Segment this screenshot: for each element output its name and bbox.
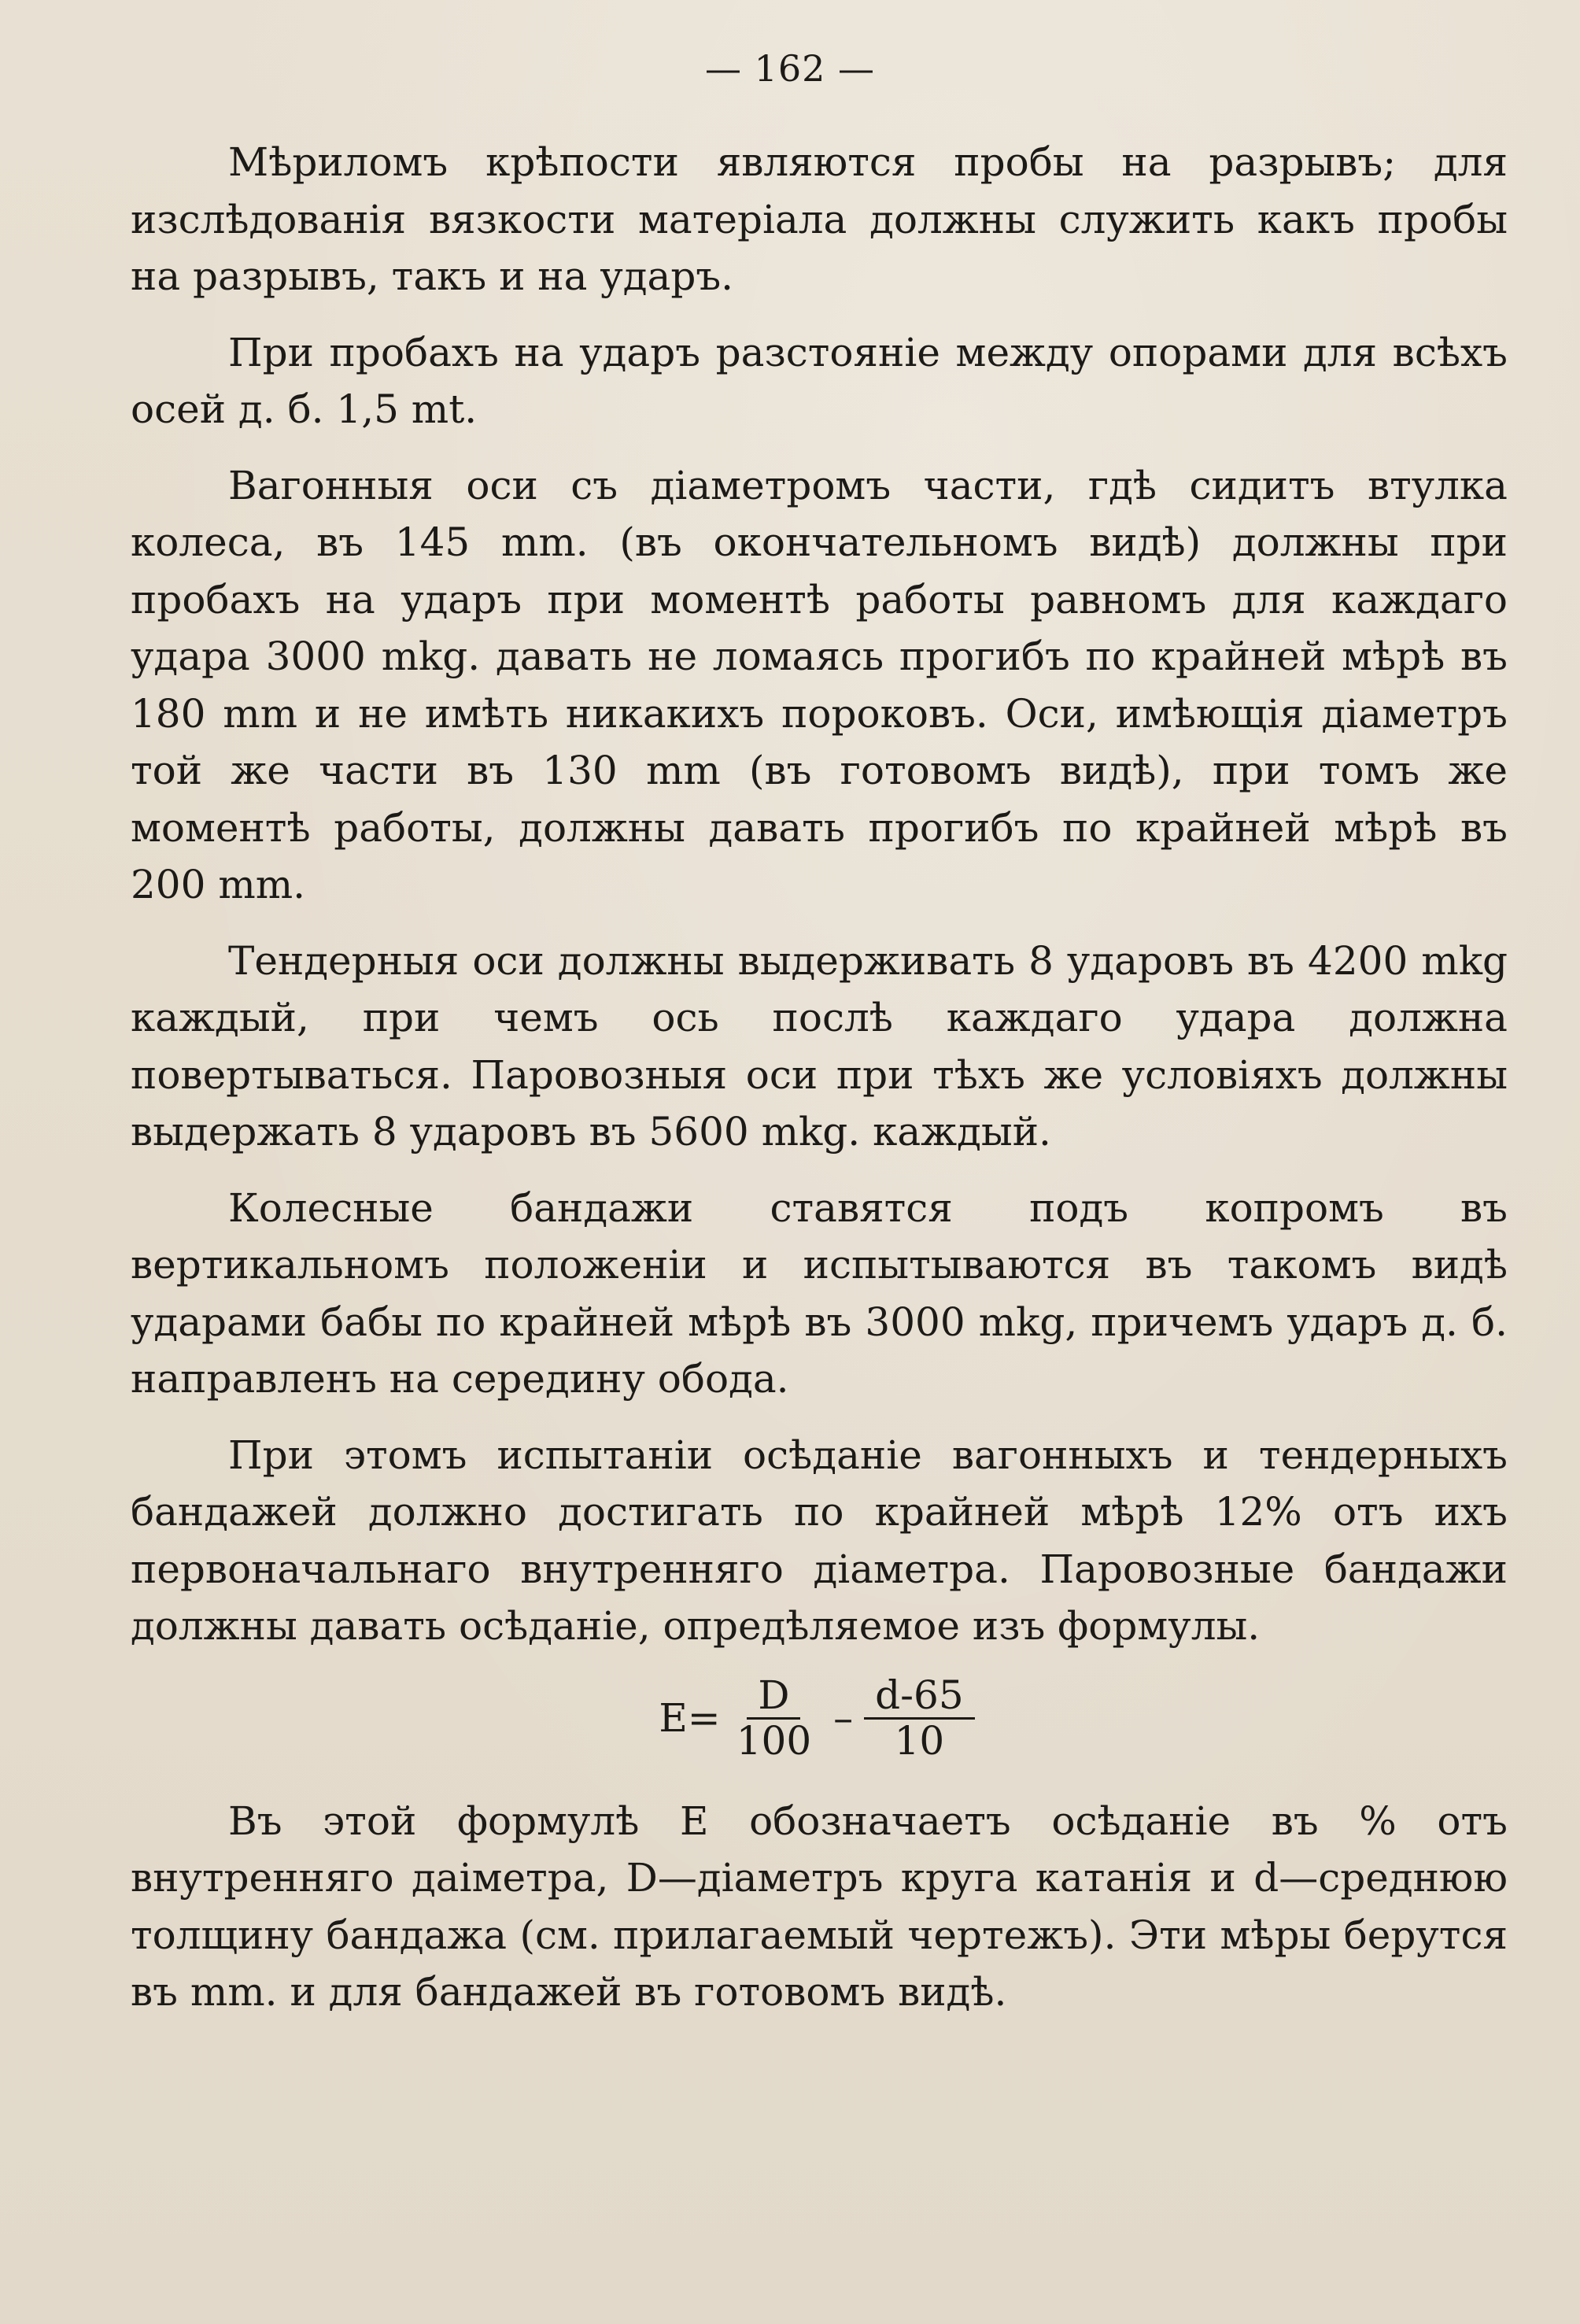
paragraph: При этомъ испытаніи осѣданіе вагонныхъ и тендерныхъ бандажей должно достигать по крайней мѣрѣ 12% отъ ихъ первоначальнаго внутренняго діаметра. Паровозные бандажи должны давать осѣданіе, опредѣляемое изъ формулы. xyxy=(131,1432,1508,1649)
formula-lhs: E= xyxy=(659,1694,721,1741)
formula-operator: – xyxy=(833,1694,854,1741)
fraction-denominator: 10 xyxy=(894,1717,945,1764)
fraction-denominator: 100 xyxy=(736,1717,812,1764)
closing-paragraph: Въ этой формулѣ E обозначаетъ осѣданіе въ % отъ внутренняго даіметра, D—діаметръ круга катанія и d—среднюю толщину бандажа (см. прилагаемый чертежъ). Эти мѣры берутся въ mm. и для бандажей въ готовомъ видѣ. xyxy=(131,1797,1508,2015)
fraction-d-65-over-10 xyxy=(864,1674,975,1763)
paragraph: Тендерныя оси должны выдерживать 8 ударовъ въ 4200 mkg каждый, при чемъ ось послѣ каждаго удара должна повертываться. Паровозныя оси при тѣхъ же условіяхъ должны выдержать 8 ударовъ въ 5600 mkg. каждый. xyxy=(131,937,1508,1155)
paragraph: При пробахъ на ударъ разстояніе между опорами для всѣхъ осей д. б. 1,5 mt. xyxy=(131,329,1508,432)
page-number: — 162 — xyxy=(704,47,876,90)
paragraph: Мѣриломъ крѣпости являются пробы на разрывъ; для изслѣдованія вязкости матеріала должны служить какъ пробы на разрывъ, такъ и на ударъ. xyxy=(131,139,1508,299)
paragraph: Колесные бандажи ставятся подъ копромъ въ вертикальномъ положеніи и испытываются въ такомъ видѣ ударами бабы по крайней мѣрѣ въ 3000 mkg, причемъ ударъ д. б. направленъ на середину обода. xyxy=(131,1184,1508,1402)
paragraph: Вагонныя оси съ діаметромъ части, гдѣ сидитъ втулка колеса, въ 145 mm. (въ окончательномъ видѣ) должны при пробахъ на ударъ при моментѣ работы равномъ для каждаго удара 3000 mkg. давать не ломаясь прогибъ по крайней мѣрѣ въ 180 mm и не имѣть никакихъ пороковъ. Оси, имѣющія діаметръ той же части въ 130 mm (въ готовомъ видѣ), при томъ же моментѣ работы, должны давать прогибъ по крайней мѣрѣ въ 200 mm. xyxy=(131,462,1508,907)
fraction-numerator: d-65 xyxy=(864,1674,975,1720)
fraction-numerator: D xyxy=(747,1674,800,1720)
fraction-d-over-100 xyxy=(725,1674,822,1763)
page-body xyxy=(131,134,1508,2040)
formula xyxy=(131,1674,1508,1763)
